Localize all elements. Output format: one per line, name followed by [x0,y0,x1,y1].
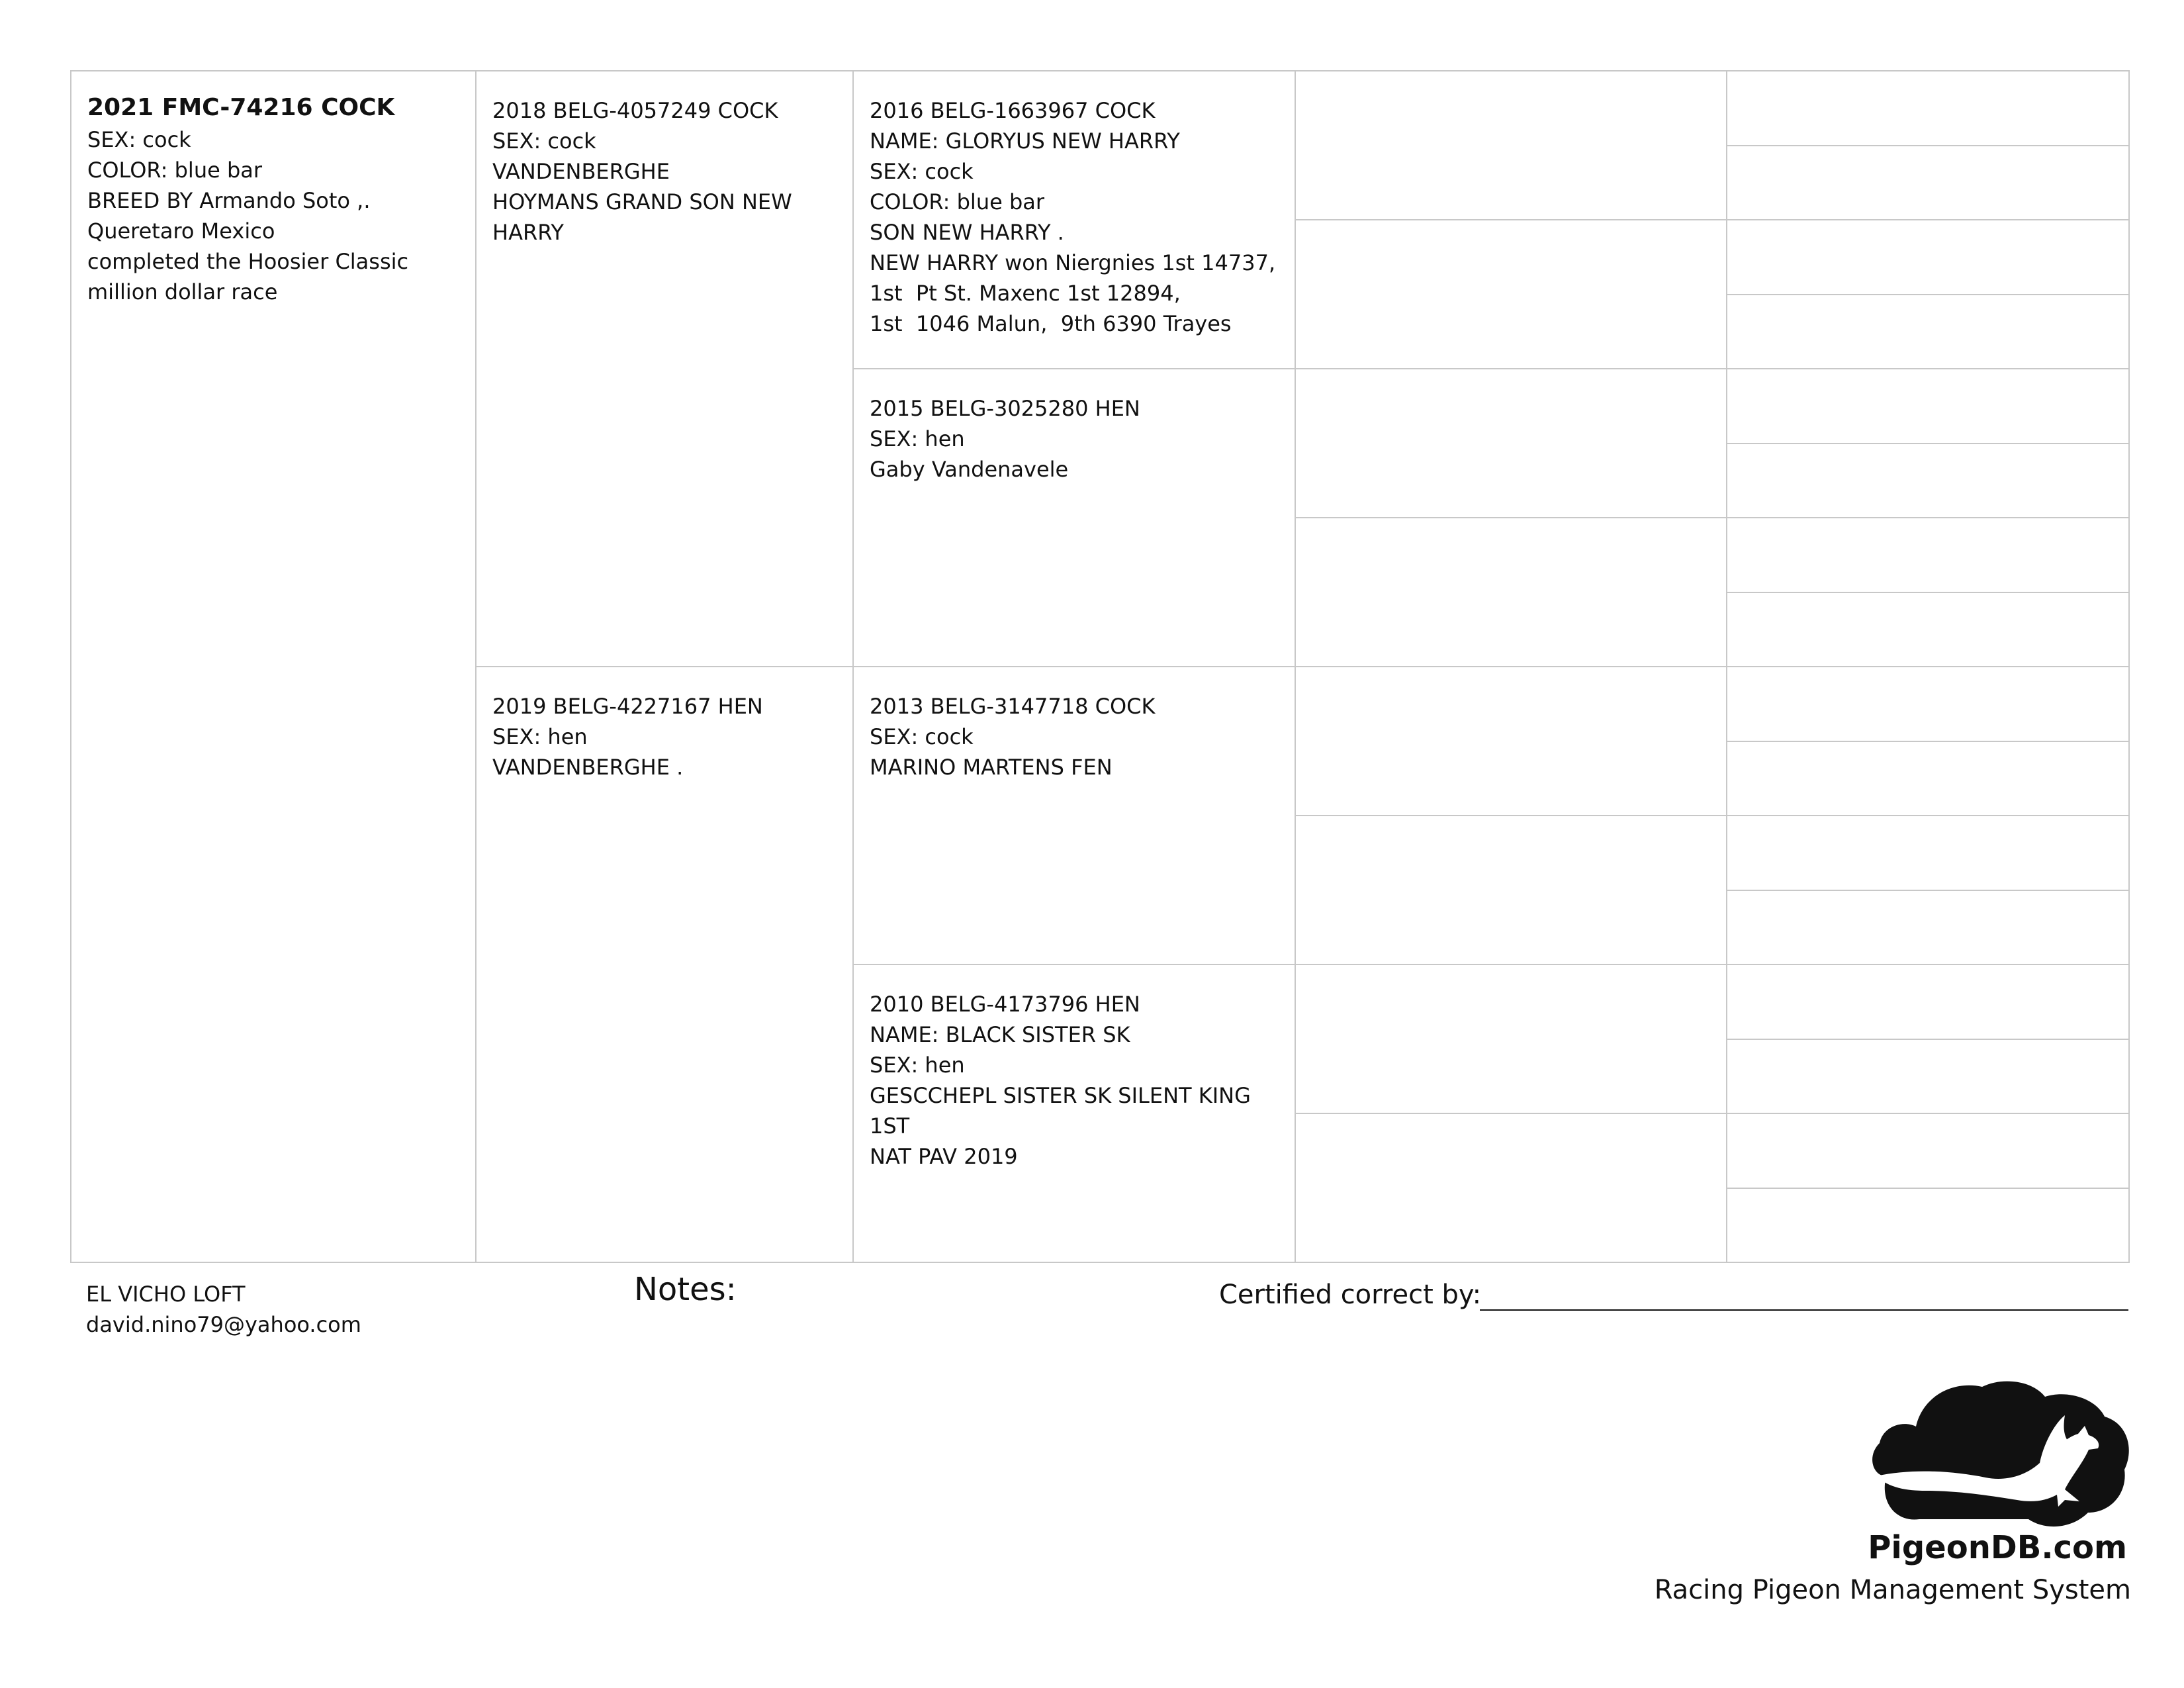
gg-grandparent-cell [1726,592,2130,667]
gg-grandparent-cell [1726,1113,2130,1189]
subject-line: COLOR: blue bar [87,158,263,183]
subject-pigeon-cell [70,70,477,1263]
gg-grandparent-cell [1726,368,2130,444]
gg-grandparent-cell [1726,145,2130,220]
dam-dam-line: SEX: hen [870,1053,965,1078]
dam-sire-line: SEX: cock [870,724,974,749]
certified-correct-label: Certified correct by: [1219,1280,1482,1310]
dam-sire-line: 2013 BELG-3147718 COCK [870,694,1156,719]
gg-grandparent-cell [1726,1039,2130,1114]
dam-line: SEX: hen [492,724,588,749]
great-grandparent-cell [1295,219,1727,369]
sire-sire-line: NAME: GLORYUS NEW HARRY [870,128,1180,154]
dam-dam-line: GESCCHEPL SISTER SK SILENT KING 1ST [870,1083,1258,1139]
great-grandparent-cell [1295,368,1727,518]
gg-grandparent-cell [1726,294,2130,369]
gg-grandparent-cell [1726,443,2130,518]
dam-dam-line: 2010 BELG-4173796 HEN [870,992,1140,1017]
sire-sire-line: NEW HARRY won Niergnies 1st 14737, [870,250,1276,275]
sire-sire-line: SON NEW HARRY . [870,220,1064,245]
subject-line: BREED BY Armando Soto ,. [87,188,371,213]
dam-line: VANDENBERGHE . [492,755,684,780]
subject-line: completed the Hoosier Classic [87,249,409,274]
subject-line: SEX: cock [87,127,191,152]
subject-line: million dollar race [87,279,278,305]
gg-grandparent-cell [1726,1188,2130,1263]
great-grandparent-cell [1295,666,1727,816]
brand-name: PigeonDB.com [1868,1529,2127,1566]
sire-dam-line: Gaby Vandenavele [870,457,1069,482]
dam-sire-cell [852,666,1296,965]
subject-line: Queretaro Mexico [87,218,275,244]
sire-sire-line: 1st 1046 Malun, 9th 6390 Trayes [870,311,1232,336]
gg-grandparent-cell [1726,70,2130,146]
sire-sire-cell [852,70,1296,369]
sire-dam-line: SEX: hen [870,426,965,451]
sire-sire-line: SEX: cock [870,159,974,184]
gg-grandparent-cell [1726,219,2130,295]
loft-name: EL VICHO LOFT [86,1282,246,1307]
sire-sire-line: 1st Pt St. Maxenc 1st 12894, [870,281,1181,306]
gg-grandparent-cell [1726,964,2130,1040]
notes-label: Notes: [634,1271,737,1308]
loft-email: david.nino79@yahoo.com [86,1312,361,1337]
sire-line: SEX: cock [492,128,596,154]
gg-grandparent-cell [1726,890,2130,965]
cloud-pigeon-logo-icon [1866,1377,2131,1536]
dam-sire-line: MARINO MARTENS FEN [870,755,1113,780]
gg-grandparent-cell [1726,815,2130,891]
subject-band-title: 2021 FMC-74216 COCK [87,94,395,121]
sire-line: VANDENBERGHE [492,159,670,184]
great-grandparent-cell [1295,70,1727,220]
sire-line: 2018 BELG-4057249 COCK [492,98,778,123]
gg-grandparent-cell [1726,666,2130,742]
gg-grandparent-cell [1726,741,2130,816]
great-grandparent-cell [1295,517,1727,667]
dam-dam-line: NAME: BLACK SISTER SK [870,1022,1130,1047]
dam-dam-line: NAT PAV 2019 [870,1144,1018,1169]
signature-line [1480,1309,2128,1311]
great-grandparent-cell [1295,815,1727,965]
sire-line: HOYMANS GRAND SON NEW [492,189,792,214]
dam-cell [475,666,854,1263]
sire-dam-line: 2015 BELG-3025280 HEN [870,396,1140,421]
great-grandparent-cell [1295,964,1727,1114]
sire-sire-line: COLOR: blue bar [870,189,1045,214]
sire-cell [475,70,854,667]
sire-sire-line: 2016 BELG-1663967 COCK [870,98,1156,123]
dam-line: 2019 BELG-4227167 HEN [492,694,763,719]
dam-dam-cell [852,964,1296,1263]
brand-block [1654,1377,2131,1628]
sire-line: HARRY [492,220,564,245]
great-grandparent-cell [1295,1113,1727,1263]
loft-info [86,1279,361,1340]
brand-tagline: Racing Pigeon Management System [1654,1575,2131,1605]
sire-dam-cell [852,368,1296,667]
gg-grandparent-cell [1726,517,2130,593]
